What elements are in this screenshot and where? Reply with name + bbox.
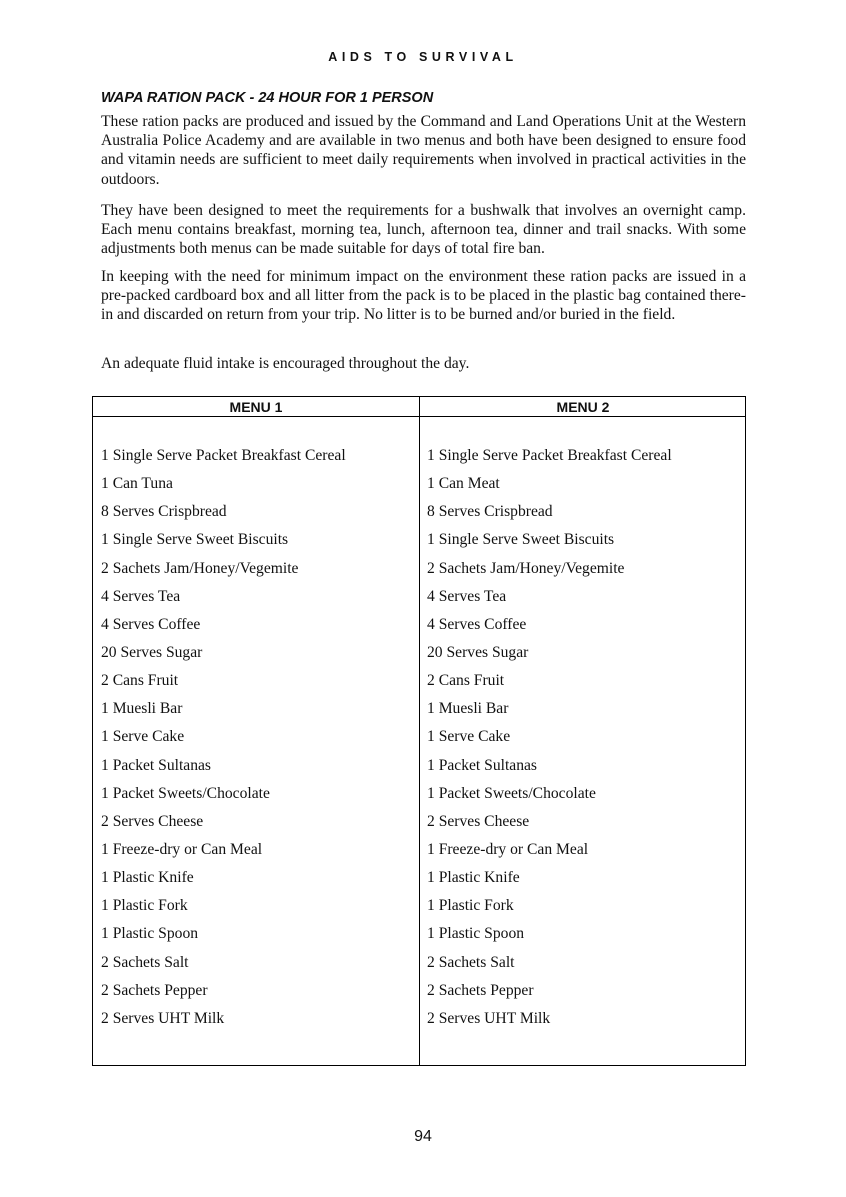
menu-2-item-list xyxy=(427,442,672,1033)
page-number: 94 xyxy=(414,1128,432,1145)
menu-2-item: 1 Packet Sultanas xyxy=(427,756,538,774)
menu-2-item: 1 Plastic Fork xyxy=(427,897,514,915)
menu-1-item: 2 Serves UHT Milk xyxy=(101,1009,225,1027)
menu-2-item: 8 Serves Crispbread xyxy=(427,503,553,521)
menu-1-item: 1 Serve Cake xyxy=(101,728,185,746)
menu-2-item: 1 Single Serve Sweet Biscuits xyxy=(427,531,615,549)
menu-1-item: 1 Can Tuna xyxy=(101,475,173,493)
menu-2-item: 1 Plastic Knife xyxy=(427,869,520,887)
menu-2-item: 1 Can Meat xyxy=(427,475,500,493)
menu-2-item: 1 Freeze-dry or Can Meal xyxy=(427,840,589,858)
menu-1-item: 1 Packet Sweets/Chocolate xyxy=(101,784,270,802)
menu-1-item: 1 Single Serve Packet Breakfast Cereal xyxy=(101,447,346,464)
menu-2-item: 2 Serves UHT Milk xyxy=(427,1009,551,1027)
menu-2-item: 1 Muesli Bar xyxy=(427,700,509,718)
menu-1-item: 4 Serves Coffee xyxy=(101,615,201,633)
menu-2-item: 2 Serves Cheese xyxy=(427,812,530,830)
menu-1-item: 2 Cans Fruit xyxy=(101,672,179,690)
menu-2-item: 4 Serves Tea xyxy=(427,587,507,605)
menu-1-item: 1 Plastic Fork xyxy=(101,897,188,915)
menu-1-item: 1 Plastic Spoon xyxy=(101,925,199,943)
menu-table xyxy=(92,396,746,1066)
menu-2-header: MENU 2 xyxy=(556,399,610,415)
paragraph-fluid-intake: An adequate fluid intake is encouraged throughout the day. xyxy=(101,355,470,372)
paragraph-environment: In keeping with the need for minimum impact on the environment these ration packs are issued in a pre-packed cardboard box and all litter from the pack is to be placed in the plastic bag contained there-in and discarded on return from your trip. No litter is to be burned and/or buried in the field. xyxy=(101,268,746,324)
paragraph-intro: These ration packs are produced and issued by the Command and Land Operations Unit at the Western Australia Police Academy and are available in two menus and both have been designed to ensure food and vitamin needs are sufficient to meet daily requirements when involved in practical activities in the outdoors. xyxy=(101,113,746,188)
menu-1-item: 8 Serves Crispbread xyxy=(101,503,227,521)
menu-1-item: 4 Serves Tea xyxy=(101,587,181,605)
menu-2-item: 20 Serves Sugar xyxy=(427,643,529,661)
menu-2-item: 1 Serve Cake xyxy=(427,728,511,746)
menu-1-item: 20 Serves Sugar xyxy=(101,643,203,661)
menu-1-item: 2 Sachets Pepper xyxy=(101,981,208,999)
menu-1-header: MENU 1 xyxy=(229,399,283,415)
menu-2-item: 2 Cans Fruit xyxy=(427,672,505,690)
header-rule xyxy=(93,416,745,417)
menu-1-item-list xyxy=(101,442,346,1033)
menu-2-item: 4 Serves Coffee xyxy=(427,615,527,633)
running-head: AIDS TO SURVIVAL xyxy=(328,50,518,64)
section-title: WAPA RATION PACK - 24 HOUR FOR 1 PERSON xyxy=(101,90,434,106)
menu-1-item: 1 Plastic Knife xyxy=(101,869,194,887)
menu-2-item: 1 Single Serve Packet Breakfast Cereal xyxy=(427,447,672,464)
menu-1-item: 2 Sachets Salt xyxy=(101,953,189,971)
column-divider xyxy=(419,397,420,1065)
menu-2-item: 1 Plastic Spoon xyxy=(427,925,525,943)
menu-2-item: 2 Sachets Salt xyxy=(427,953,515,971)
menu-2-item: 2 Sachets Jam/Honey/Vegemite xyxy=(427,559,625,577)
menu-2-item: 1 Packet Sweets/Chocolate xyxy=(427,784,596,802)
menu-1-item: 1 Muesli Bar xyxy=(101,700,183,718)
paragraph-requirements: They have been designed to meet the requirements for a bushwalk that involves an overnight camp. Each menu contains breakfast, morning tea, lunch, afternoon tea, dinner and trail snacks. With some adjustments both menus can be made suitable for days of total fire ban. xyxy=(101,202,746,258)
menu-1-item: 2 Sachets Jam/Honey/Vegemite xyxy=(101,559,299,577)
menu-1-item: 2 Serves Cheese xyxy=(101,812,204,830)
menu-2-item: 2 Sachets Pepper xyxy=(427,981,534,999)
menu-1-item: 1 Packet Sultanas xyxy=(101,756,212,774)
menu-1-item: 1 Single Serve Sweet Biscuits xyxy=(101,531,289,549)
menu-1-item: 1 Freeze-dry or Can Meal xyxy=(101,840,263,858)
